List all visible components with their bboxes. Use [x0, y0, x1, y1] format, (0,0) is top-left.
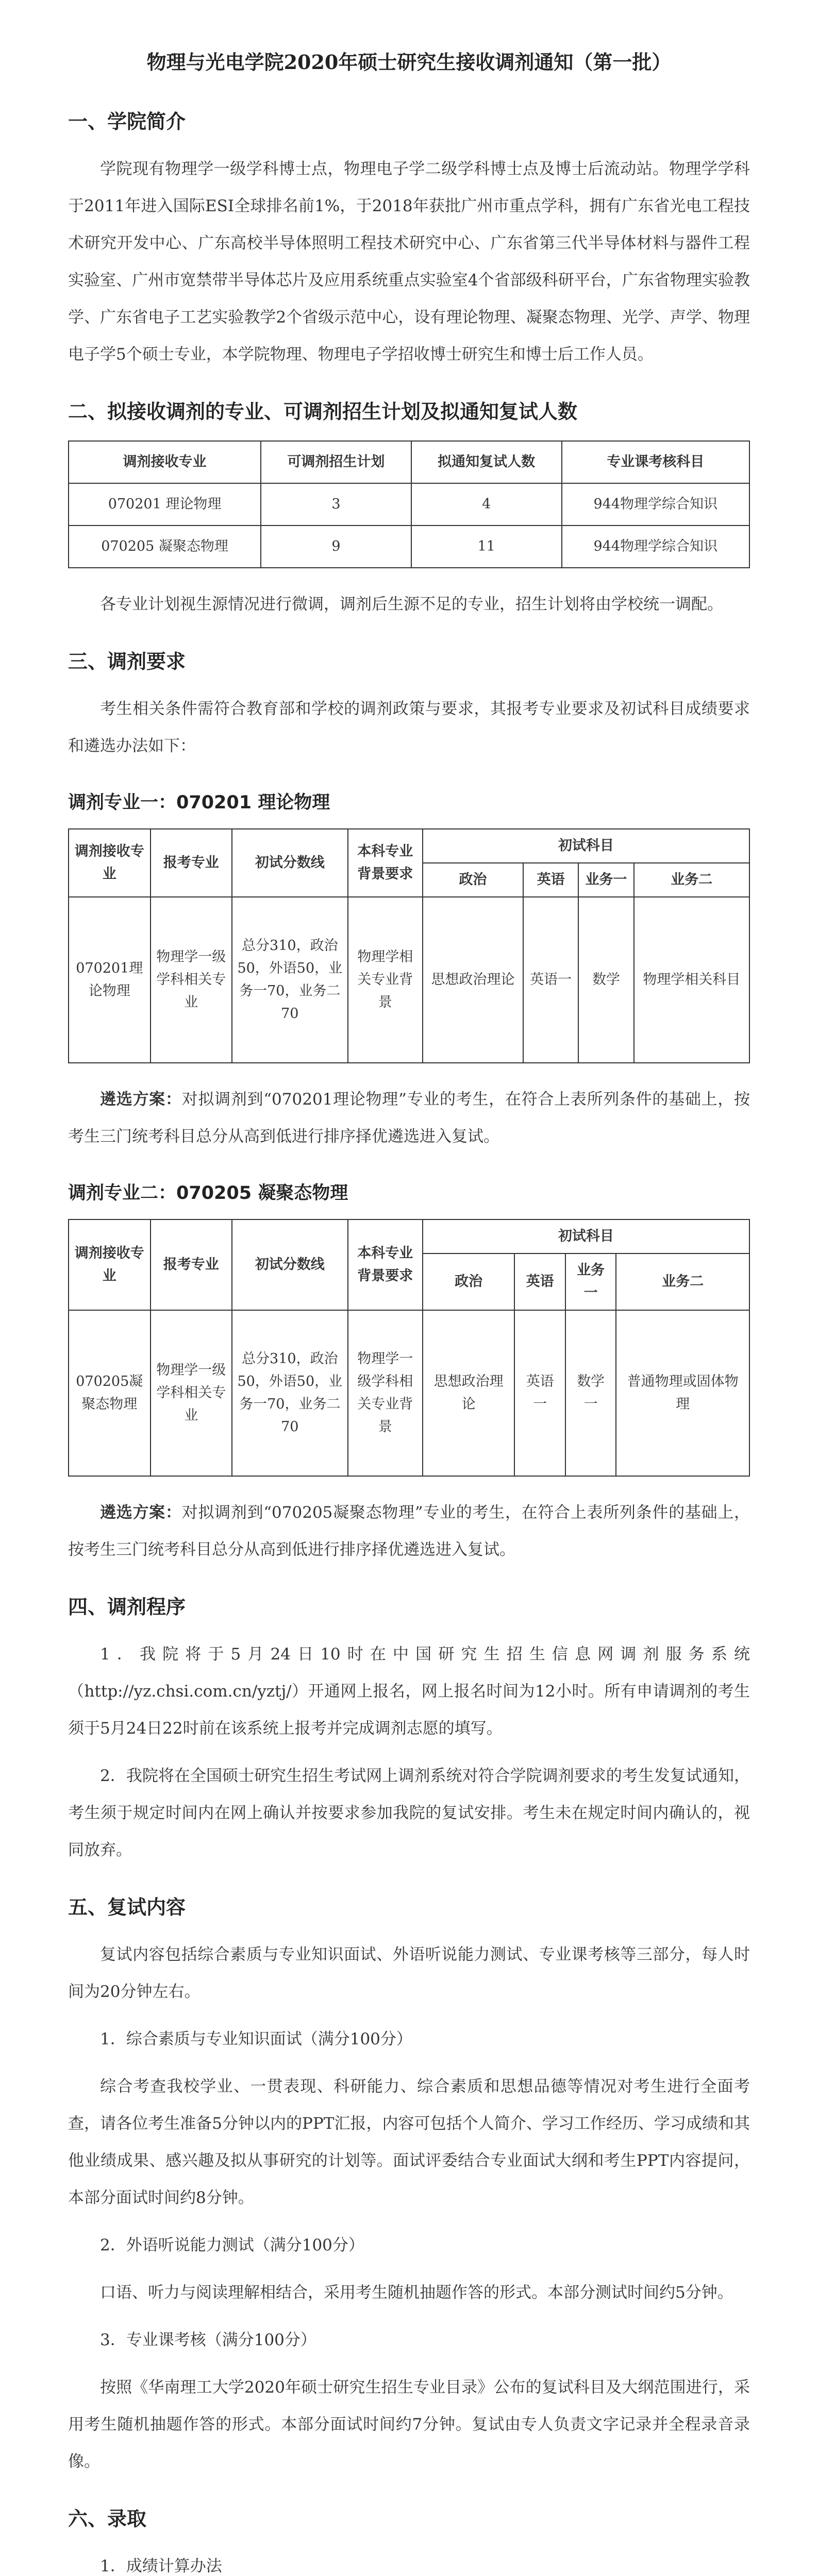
- table-header: 本科专业背景要求: [348, 829, 423, 897]
- table-row: [69, 897, 749, 1063]
- table-row: [69, 1310, 749, 1476]
- table-cell: 总分310，政治50，外语50，业务一70，业务二70: [232, 897, 348, 1063]
- table-cell: 英语一: [514, 1310, 565, 1476]
- intro-paragraph: 学院现有物理学一级学科博士点，物理电子学二级学科博士点及博士后流动站。物理学学科于2011年进入国际ESI全球排名前1%，于2018年获批广州市重点学科，拥有广东省光电工程技术研究开发中心、广东高校半导体照明工程技术研究中心、广东省第三代半导体材料与器件工程实验室、广州市宽禁带半导体芯片及应用系统重点实验室4个省部级科研平台，广东省物理实验教学、广东省电子工艺实验教学2个省级示范中心，设有理论物理、凝聚态物理、光学、声学、物理电子学5个硕士专业，本学院物理、物理电子学招收博士研究生和博士后工作人员。: [68, 160, 750, 364]
- table-header-row: [69, 829, 749, 863]
- plan-table: [68, 440, 750, 568]
- selection-label: 遴选方案：: [100, 1503, 182, 1522]
- table-cell: 思想政治理论: [423, 897, 523, 1063]
- table-header: 本科专业背景要求: [348, 1219, 423, 1310]
- table-cell: 944物理学综合知识: [562, 526, 749, 568]
- section-heading-retest: 五、复试内容: [68, 1896, 186, 1919]
- table-cell: 11: [411, 526, 562, 568]
- table-row: [69, 483, 749, 526]
- retest-paragraph: 2．外语听说能力测试（满分100分）: [100, 2236, 364, 2255]
- table-cell: 英语一: [523, 897, 578, 1063]
- table-header: 调剂接收专业: [69, 829, 151, 897]
- table-cell: 070205凝聚态物理: [69, 1310, 151, 1476]
- major-two-title: 调剂专业二：070205 凝聚态物理: [68, 1183, 348, 1204]
- section-heading-intro: 一、学院简介: [68, 110, 186, 133]
- table-cell: 数学: [578, 897, 633, 1063]
- table-header: 业务一: [578, 863, 633, 897]
- section-heading-admission: 六、录取: [68, 2507, 147, 2530]
- table-header: 初试分数线: [232, 1219, 348, 1310]
- selection-text: 对拟调剂到“070201理论物理”专业的考生，在符合上表所列条件的基础上，按考生三门统考科目总分从高到低进行排序择优遴选进入复试。: [68, 1090, 750, 1146]
- table-cell: 944物理学综合知识: [562, 483, 749, 526]
- table-cell: 数学一: [565, 1310, 616, 1476]
- procedure-step: 1．我院将于5月24日10时在中国研究生招生信息网调剂服务系统（http://yz.chsi.com.cn/yztj/）开通网上报名，网上报名时间为12小时。所有申请调剂的考生须于5月24日22时前在该系统上报考并完成调剂志愿的填写。: [68, 1645, 750, 1738]
- table-header: 英语: [514, 1253, 565, 1310]
- table-header: 初试分数线: [232, 829, 348, 897]
- table-cell: 总分310，政治50，外语50，业务一70，业务二70: [232, 1310, 348, 1476]
- selection-text: 对拟调剂到“070205凝聚态物理”专业的考生，在符合上表所列条件的基础上，按考生三门统考科目总分从高到低进行排序择优遴选进入复试。: [68, 1503, 750, 1559]
- table-header: 可调剂招生计划: [261, 441, 411, 483]
- retest-paragraph: 1．综合素质与专业知识面试（满分100分）: [100, 2030, 412, 2048]
- table-cell: 4: [411, 483, 562, 526]
- retest-paragraph: 复试内容包括综合素质与专业知识面试、外语听说能力测试、专业课考核等三部分，每人时间为20分钟左右。: [68, 1945, 750, 2001]
- requirements-paragraph: 考生相关条件需符合教育部和学校的调剂政策与要求，其报考专业要求及初试科目成绩要求和遴选办法如下：: [68, 700, 750, 755]
- table-header: 政治: [423, 1253, 515, 1310]
- table-cell: 物理学一级学科相关专业: [151, 897, 232, 1063]
- table-header: 业务二: [634, 863, 749, 897]
- table-header: 初试科目: [423, 829, 749, 863]
- table-cell: 3: [261, 483, 411, 526]
- table-header: 报考专业: [151, 1219, 232, 1310]
- table-header: 英语: [523, 863, 578, 897]
- selection-label: 遴选方案：: [100, 1090, 182, 1109]
- table-header: 报考专业: [151, 829, 232, 897]
- table-cell: 物理学相关科目: [634, 897, 749, 1063]
- table-cell: 9: [261, 526, 411, 568]
- table-cell: 070201理论物理: [69, 897, 151, 1063]
- major-two-table: [68, 1219, 750, 1477]
- table-header-row: [69, 1219, 749, 1253]
- table-cell: 普通物理或固体物理: [616, 1310, 749, 1476]
- table-header: 业务二: [616, 1253, 749, 1310]
- section-heading-requirements: 三、调剂要求: [68, 650, 186, 673]
- retest-paragraph: 3．专业课考核（满分100分）: [100, 2331, 316, 2349]
- table-header: 专业课考核科目: [562, 441, 749, 483]
- table-header: 政治: [423, 863, 523, 897]
- major-one-title: 调剂专业一：070201 理论物理: [68, 792, 330, 813]
- admission-paragraph: 1．成绩计算办法: [100, 2557, 222, 2575]
- procedure-step: 2．我院将在全国硕士研究生招生考试网上调剂系统对符合学院调剂要求的考生发复试通知，考生须于规定时间内在网上确认并按要求参加我院的复试安排。考生未在规定时间内确认的，视同放弃。: [68, 1767, 750, 1859]
- table-cell: 070201 理论物理: [69, 483, 261, 526]
- table-header: 业务一: [565, 1253, 616, 1310]
- page-title: 物理与光电学院2020年硕士研究生接收调剂通知（第一批）: [146, 50, 672, 74]
- retest-paragraph: 综合考查我校学业、一贯表现、科研能力、综合素质和思想品德等情况对考生进行全面考查，请各位考生准备5分钟以内的PPT汇报，内容可包括个人简介、学习工作经历、学习成绩和其他业绩成果、感兴趣及拟从事研究的计划等。面试评委结合专业面试大纲和考生PPT内容提问，本部分面试时间约8分钟。: [68, 2077, 750, 2207]
- table-header: 调剂接收专业: [69, 1219, 151, 1310]
- table-cell: 物理学一级学科相关专业背景: [348, 1310, 423, 1476]
- major-two-selection: [68, 1494, 750, 1568]
- table-header-row: [69, 441, 749, 483]
- section-heading-plan: 二、拟接收调剂的专业、可调剂招生计划及拟通知复试人数: [68, 400, 578, 423]
- retest-paragraph: 按照《华南理工大学2020年硕士研究生招生专业目录》公布的复试科目及大纲范围进行，采用考生随机抽题作答的形式。本部分面试时间约7分钟。复试由专人负责文字记录并全程录音录像。: [68, 2378, 750, 2471]
- section-heading-procedure: 四、调剂程序: [68, 1596, 186, 1618]
- major-one-table: [68, 828, 750, 1063]
- table-cell: 070205 凝聚态物理: [69, 526, 261, 568]
- table-cell: 物理学相关专业背景: [348, 897, 423, 1063]
- table-header: 调剂接收专业: [69, 441, 261, 483]
- table-cell: 物理学一级学科相关专业: [151, 1310, 232, 1476]
- major-one-selection: [68, 1081, 750, 1155]
- retest-paragraph: 口语、听力与阅读理解相结合，采用考生随机抽题作答的形式。本部分测试时间约5分钟。: [100, 2283, 733, 2302]
- plan-note: 各专业计划视生源情况进行微调，调剂后生源不足的专业，招生计划将由学校统一调配。: [100, 595, 723, 614]
- table-cell: 思想政治理论: [423, 1310, 515, 1476]
- table-header: 初试科目: [423, 1219, 749, 1253]
- table-row: [69, 526, 749, 568]
- table-header: 拟通知复试人数: [411, 441, 562, 483]
